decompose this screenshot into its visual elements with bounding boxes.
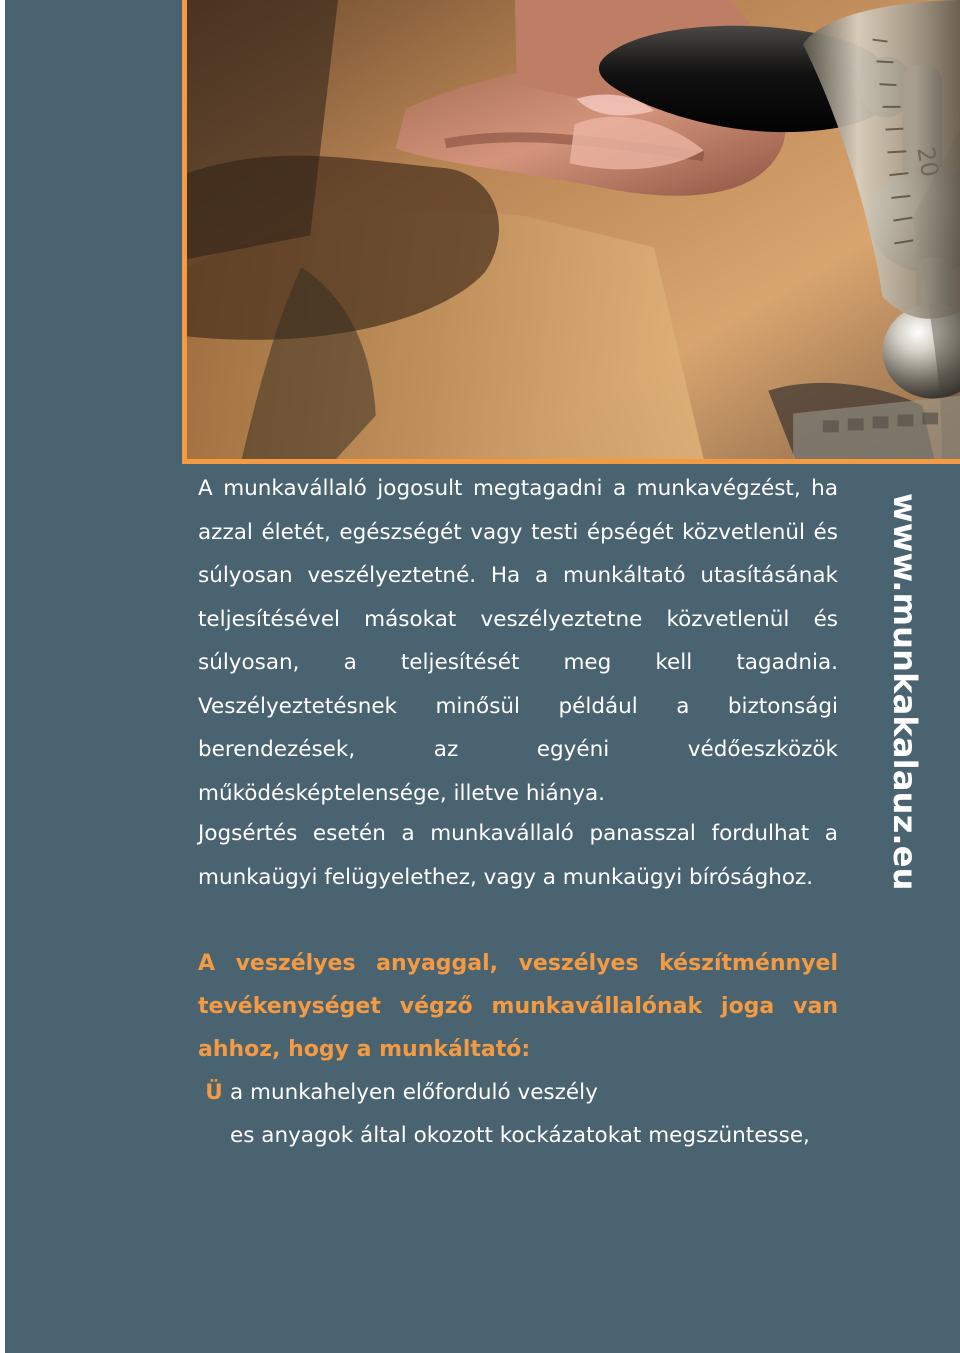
hazardous-substances-heading: A veszélyes anyaggal, veszélyes készítménnyel tevékenységet végző munkavállalónak joga van ahhoz, hogy a munkáltató: [198, 951, 838, 1062]
machinery-hand-photo [182, 0, 960, 464]
website-url: www.munkakalauz.eu [886, 493, 924, 891]
arrow-bullet-icon: Ü [205, 1080, 223, 1105]
svg-text:20: 20 [911, 144, 945, 180]
bullet-text-line-1: a munkahelyen előforduló veszély [230, 1080, 598, 1105]
hand-on-lathe-handle-image [187, 0, 960, 459]
right-to-refuse-paragraph: A munkavállaló jogosult megtagadni a munkavégzést, ha azzal életét, egészségét vagy testi épségét közvetlenül és súlyosan veszélyeztetné. Ha a munkáltató utasításának teljesítésével másokat veszélyeztetne közvetlenül és súlyosan, a teljesítését meg kell tagadnia. Veszélyeztetésnek minősül például a biztonsági berendezések, az egyéni védőeszközök működésképtelensége, illetve hiánya. [198, 476, 838, 806]
legal-remedy-paragraph: Jogsértés esetén a munkavállaló panasszal fordulhat a munkaügyi felügyelethez, vagy a munkaügyi bírósághoz. [198, 821, 838, 890]
bullet-text-line-2: es anyagok által okozott kockázatokat megszüntesse, [230, 1123, 810, 1148]
hazard-risk-bullet-item [198, 1071, 858, 1157]
